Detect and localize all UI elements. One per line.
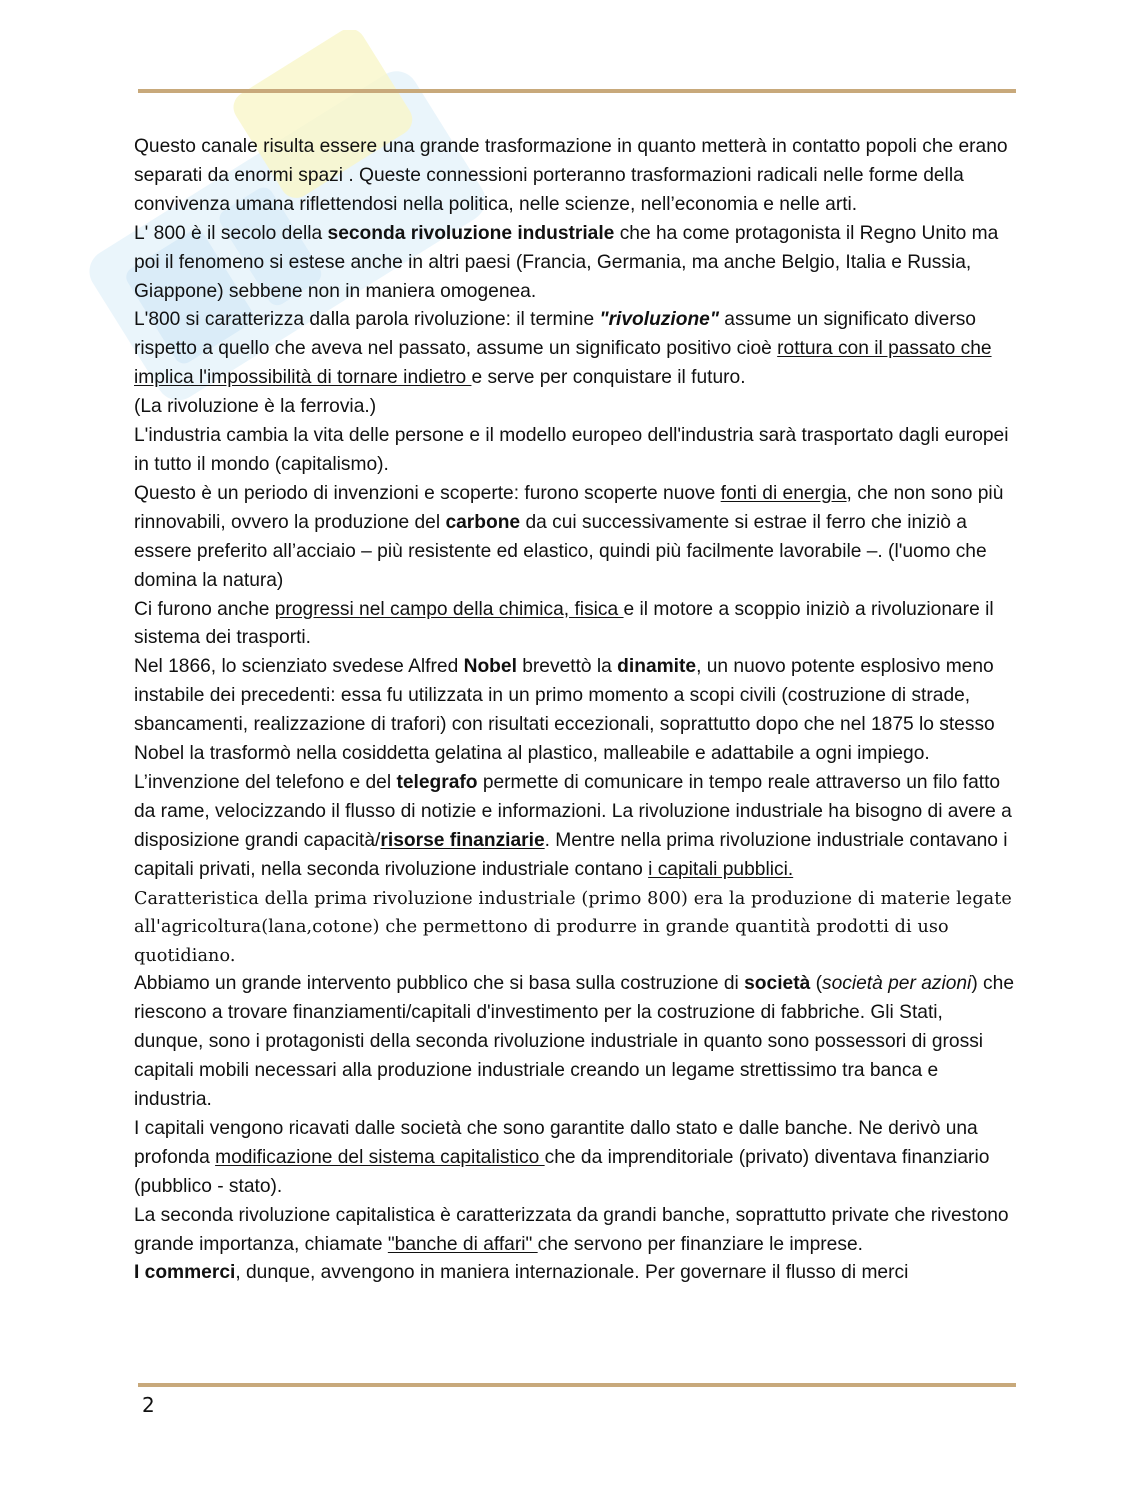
- text-run: da cui successivamente si estrae il ferro che iniziò a essere preferito all’acciaio – più resistente ed elastico, quindi più facilmente lavorabile –. (l'uomo che domina la natura): [134, 511, 987, 591]
- paragraph: [134, 480, 1016, 596]
- text-run: "rivoluzione": [599, 309, 719, 331]
- paragraph: [134, 422, 1016, 480]
- paragraph: [134, 220, 1016, 307]
- paragraph: [134, 393, 1016, 422]
- paragraph: [134, 970, 1016, 1115]
- text-run: La seconda rivoluzione capitalistica è caratterizzata da grandi banche, soprattutto private che rivestono grande importanza, chiamate: [134, 1204, 1009, 1255]
- text-run: , che non sono più rinnovabili, ovvero la produzione del: [134, 482, 1004, 533]
- text-run: , un nuovo potente esplosivo meno instabile dei precedenti: essa fu utilizzata in un primo momento a scopi civili (costruzione di strade, sbancamenti, realizzazione di trafori) con risultati eccezionali, soprattutto dopo che nel 1875 lo stesso Nobel la trasformò nella cosiddetta gelatina al plastico, malleabile e adattabile a ogni impiego. L’invenzione del telefono e del: [134, 656, 995, 793]
- text-run: ) che riescono a trovare finanziamenti/capitali d'investimento per la costruzione di fabbriche. Gli Stati, dunque, sono i protagonisti della seconda rivoluzione industriale in quanto sono possessori di grossi capitali mobili necessari alla produzione industriale creando un legame strettissimo tra banca e industria.: [134, 973, 1014, 1110]
- text-run: Questo canale risulta essere una grande trasformazione in quanto metterà in contatto popoli che erano separati da enormi spazi . Queste connessioni porteranno trasformazioni radicali nelle forme della convivenza umana riflettendosi nella politica, nelle scienze, nell’economia e nelle arti.: [134, 136, 1008, 215]
- text-run: rottura con il passato che implica l'impossibilità di tornare indietro: [134, 338, 992, 389]
- text-run: seconda rivoluzione industriale: [327, 222, 615, 244]
- text-run: L'industria cambia la vita delle persone e il modello europeo dell'industria sarà trasportato dagli europei in tutto il mondo (capitalismo).: [134, 425, 1009, 475]
- text-run: progressi nel campo della chimica, fisica: [274, 598, 624, 620]
- header-rule: [138, 89, 1016, 93]
- text-run: telegrafo: [396, 771, 478, 793]
- page-body: [134, 133, 1016, 1288]
- paragraph: [134, 133, 1016, 220]
- text-run: (: [810, 973, 822, 995]
- text-run: e serve per conquistare il futuro.: [471, 367, 746, 389]
- text-run: Ci furono anche: [134, 598, 275, 620]
- text-run: I capitali vengono ricavati dalle società che sono garantite dallo stato e dalle banche. Ne derivò una profonda: [134, 1117, 978, 1168]
- text-run: I commerci: [134, 1262, 236, 1284]
- text-run: . Mentre nella prima rivoluzione industriale contavano i capitali privati, nella seconda rivoluzione industriale contano: [134, 829, 1008, 880]
- text-run: che da imprenditoriale (privato) diventava finanziario (pubblico - stato).: [134, 1146, 990, 1197]
- text-run: Nel 1866, lo scienziato svedese Alfred: [134, 656, 464, 678]
- paragraph: [134, 1115, 1016, 1202]
- text-run: modificazione del sistema capitalistico: [215, 1146, 545, 1168]
- text-run: i capitali pubblici.: [648, 858, 794, 880]
- text-run: L'800 si caratterizza dalla parola rivoluzione: il termine: [134, 309, 600, 331]
- text-run: risorse finanziarie: [380, 829, 545, 851]
- text-run: (La rivoluzione è la ferrovia.): [134, 396, 377, 418]
- paragraph-group-top: [134, 133, 1016, 885]
- text-run: permette di comunicare in tempo reale attraverso un filo fatto da rame, velocizzando il flusso di notizie e informazioni. La rivoluzione industriale ha bisogno di avere a disposizione grandi capacità/: [134, 771, 1012, 851]
- paragraph: [134, 1202, 1016, 1260]
- text-run: che ha come protagonista il Regno Unito ma poi il fenomeno si estese anche in altri paesi (Francia, Germania, ma anche Belgio, Italia e Russia, Giappone) sebbene non in maniera omogenea.: [134, 222, 999, 302]
- page-number: 2: [142, 1393, 155, 1417]
- text-run: dinamite: [617, 656, 697, 678]
- text-run: fonti di energia: [720, 482, 847, 504]
- text-run: , dunque, avvengono in maniera internazionale. Per governare il flusso di merci: [235, 1262, 909, 1284]
- footer-rule: [138, 1383, 1016, 1387]
- text-run: L' 800 è il secolo della: [134, 222, 328, 244]
- serif-paragraph: Caratteristica della prima rivoluzione industriale (primo 800) era la produzione di materie legate all'agricoltura(lana,cotone) che permettono di produrre in grande quantità prodotti di uso quotidiano.: [134, 888, 1012, 966]
- text-run: che servono per finanziare le imprese.: [537, 1233, 863, 1255]
- text-run: società: [744, 973, 811, 995]
- text-run: società per azioni: [822, 973, 972, 995]
- text-run: Abbiamo un grande intervento pubblico che si basa sulla costruzione di: [134, 973, 745, 995]
- text-run: Questo è un periodo di invenzioni e scoperte: furono scoperte nuove: [134, 482, 721, 504]
- paragraph: [134, 596, 1016, 654]
- paragraph: [134, 1259, 1016, 1288]
- text-run: "banche di affari": [387, 1233, 538, 1255]
- text-run: Nobel: [463, 656, 517, 678]
- text-run: carbone: [445, 511, 521, 533]
- paragraph: [134, 306, 1016, 393]
- paragraph: [134, 653, 1016, 884]
- text-run: e il motore a scoppio iniziò a rivoluzionare il sistema dei trasporti.: [134, 598, 994, 649]
- paragraph-group-bottom: [134, 970, 1016, 1288]
- text-run: assume un significato diverso rispetto a quello che aveva nel passato, assume un significato positivo cioè: [134, 309, 976, 360]
- text-run: brevettò la: [516, 656, 618, 678]
